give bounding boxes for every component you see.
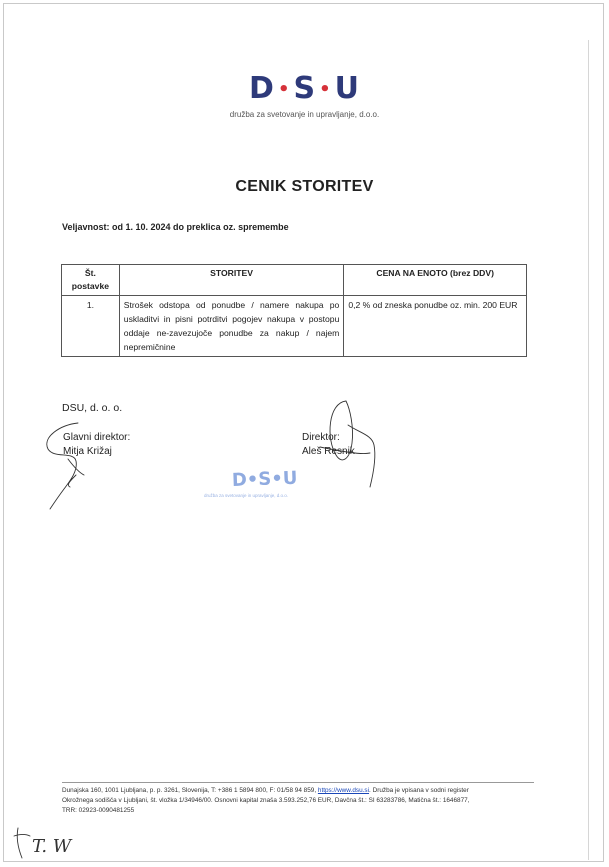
table-header-row <box>62 265 527 296</box>
initials-drawing <box>12 822 102 866</box>
page-edge-line <box>588 40 589 860</box>
row-price: 0,2 % od zneska ponudbe oz. min. 200 EUR <box>344 296 527 357</box>
right-name: Aleš Resnik <box>302 446 355 457</box>
header-number-line2: postavke <box>71 281 110 291</box>
logo-letter-d: D <box>249 71 275 106</box>
right-role: Direktor: <box>302 432 340 443</box>
logo-subtitle: družba za svetovanje in upravljanje, d.o.o. <box>229 109 380 119</box>
signature-right-drawing <box>300 395 390 495</box>
footer-line3: TRR: 02923-0090481255 <box>62 807 135 814</box>
validity-note: Veljavnost: od 1. 10. 2024 do preklica oz. spremembe <box>62 222 289 232</box>
footer <box>62 786 536 816</box>
initials-text: T. W <box>32 836 72 857</box>
document-title: CENIK STORITEV <box>235 178 374 195</box>
logo-dot: • <box>277 78 291 100</box>
logo-dot: • <box>319 78 332 100</box>
left-name: Mitja Križaj <box>63 446 112 457</box>
company-logo <box>0 72 609 119</box>
footer-divider <box>62 782 534 783</box>
company-name: DSU, d. o. o. <box>62 402 123 414</box>
logo-letter-u: U <box>334 71 360 106</box>
stamp-logo: D•S•U <box>231 467 298 491</box>
logo-mark <box>0 72 609 107</box>
footer-line1 <box>62 786 536 796</box>
footer-register-note: . Družba je vpisana v sodni register <box>369 787 469 794</box>
price-table <box>61 264 527 357</box>
header-service: STORITEV <box>119 265 344 296</box>
signature-left-drawing <box>40 415 110 515</box>
footer-line2: Okrožnega sodišča v Ljubljani, št. vložka 1/34946/00. Osnovni kapital znaša 3.593.252,76 EUR, Davčna št.: SI 63283786, Matična št.: 1646877, <box>62 797 470 804</box>
row-service: Strošek odstopa od ponudbe / namere nakupa po uskladitvi in pisni potrditvi pogojev nakupa v postopu oddaje ne-zavezujoče ponudbe za nakup / najem nepremičnine <box>119 296 344 357</box>
left-role: Glavni direktor: <box>63 432 131 443</box>
header-item-number <box>62 265 120 296</box>
row-number: 1. <box>62 296 120 357</box>
logo-letter-s: S <box>293 71 317 106</box>
footer-address: Dunajska 160, 1001 Ljubljana, p. p. 3261, Slovenija, T: +386 1 5894 800, F: 01/58 94 859, <box>62 787 318 794</box>
stamp-subtitle: družba za svetovanje in upravljanje, d.o.o. <box>204 493 289 498</box>
header-price: CENA NA ENOTO (brez DDV) <box>344 265 527 296</box>
footer-website-link[interactable]: https://www.dsu.si <box>317 787 370 794</box>
table-row <box>62 296 527 357</box>
header-number-line1: Št. <box>84 268 96 278</box>
